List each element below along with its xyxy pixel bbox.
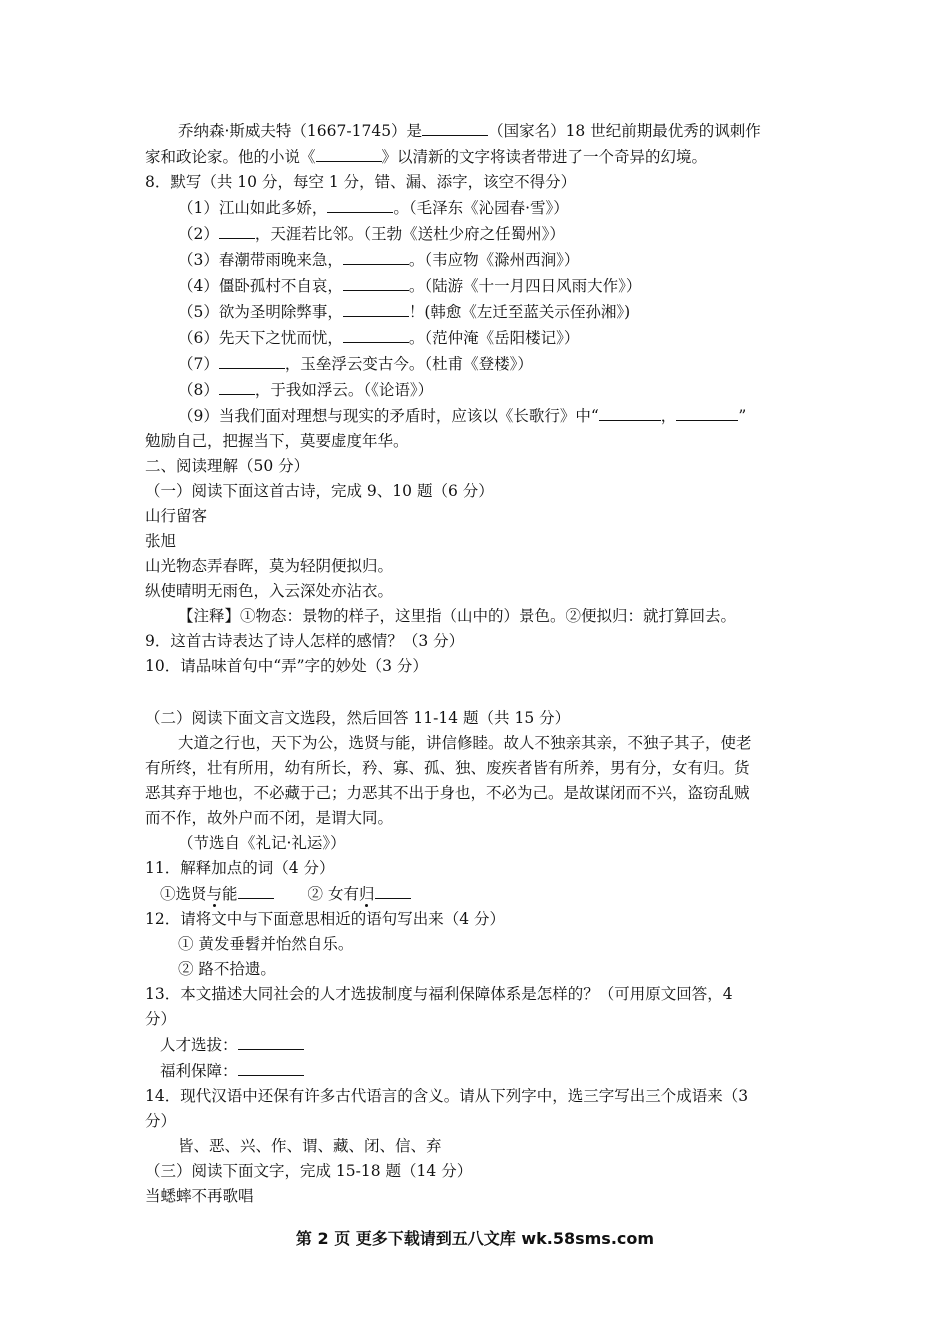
- passage-line: 有所终，壮有所用，幼有所长，矜、寡、孤、独、废疾者皆有所养，男有分，女有归。货: [145, 759, 750, 777]
- question-12-item: ① 黄发垂髫并怡然自乐。: [178, 935, 354, 953]
- text: 福利保障：: [160, 1062, 238, 1080]
- q8-item-9: [145, 403, 805, 429]
- q8-item-5: [145, 299, 805, 325]
- answer-blank: [375, 881, 411, 899]
- q8-heading: 8．默写（共 10 分，每空 1 分，错、漏、添字，该空不得分）: [145, 173, 577, 191]
- q8-item-9-cont: 勉励自己，把握当下，莫要虚度年华。: [145, 432, 409, 450]
- answer-blank: [422, 118, 488, 136]
- answer-blank: [219, 377, 255, 395]
- poem-line: 纵使晴明无雨色，入云深处亦沾衣。: [145, 582, 394, 600]
- text: ，: [660, 407, 677, 425]
- question-13-cont: 分）: [145, 1010, 177, 1028]
- answer-blank: [219, 351, 285, 369]
- section-heading: 二、阅读理解（50 分）: [145, 457, 310, 475]
- text: （9）当我们面对理想与现实的矛盾时，应该以《长歌行》中“: [178, 407, 599, 425]
- text: ”: [738, 407, 747, 425]
- text: （8）: [178, 381, 219, 399]
- question-14: 14．现代汉语中还保有许多古代语言的含义。请从下列字中，选三字写出三个成语来（3: [145, 1087, 749, 1105]
- passage-line: 大道之行也，天下为公，选贤与能，讲信修睦。故人不独亲其亲，不独子其子，使老: [178, 734, 752, 752]
- answer-blank: [343, 247, 409, 265]
- question-11: 11．解释加点的词（4 分）: [145, 859, 335, 877]
- answer-blank: [599, 403, 661, 421]
- poem-note: 【注释】①物态：景物的样子，这里指（山中的）景色。②便拟归：就打算回去。: [178, 607, 737, 625]
- passage-line: 而不作，故外户而不闭，是谓大同。: [145, 809, 394, 827]
- question-14-cont: 分）: [145, 1112, 177, 1130]
- answer-blank: [343, 273, 409, 291]
- q8-item-4: [145, 273, 805, 299]
- poem-title: 山行留客: [145, 507, 208, 525]
- q8-item-7: [145, 351, 805, 377]
- question-13: 13．本文描述大同社会的人才选拔制度与福利保障体系是怎样的？（可用原文回答，4: [145, 985, 733, 1003]
- page-content: [145, 118, 805, 1209]
- text: 家和政论家。他的小说《: [145, 148, 316, 166]
- question-9: 9．这首古诗表达了诗人怎样的感情？（3 分）: [145, 632, 465, 650]
- dotted-word: 归: [358, 885, 375, 903]
- text: （1）江山如此多娇，: [178, 199, 328, 217]
- poem-author: 张旭: [145, 532, 177, 550]
- answer-blank: [219, 221, 255, 239]
- question-13-answer: [145, 1032, 805, 1058]
- text: ，天涯若比邻。（王勃《送杜少府之任蜀州》）: [254, 225, 565, 243]
- answer-blank: [238, 1032, 304, 1050]
- intro-line-1: [145, 118, 805, 144]
- spacer: [145, 679, 805, 706]
- q8-item-3: [145, 247, 805, 273]
- text: ，玉垒浮云变古今。（杜甫《登楼》）: [284, 355, 533, 373]
- page-footer: 第 2 页 更多下载请到五八文库 wk.58sms.com: [295, 1229, 655, 1248]
- question-12: 12．请将文中与下面意思相近的语句写出来（4 分）: [145, 910, 506, 928]
- text: （7）: [178, 355, 219, 373]
- passage-source: （节选自《礼记·礼运》）: [178, 834, 346, 852]
- q8-item-1: [145, 195, 805, 221]
- text: （6）先天下之忧而忧，: [178, 329, 343, 347]
- text: 。（韦应物《滁州西涧》）: [408, 251, 580, 269]
- text: 能: [222, 885, 238, 903]
- text: 乔纳森·斯威夫特（1667-1745）是: [178, 122, 423, 140]
- part1-heading: （一）阅读下面这首古诗，完成 9、10 题（6 分）: [145, 482, 494, 500]
- text: （2）: [178, 225, 219, 243]
- answer-blank: [676, 403, 738, 421]
- answer-blank: [316, 144, 382, 162]
- answer-blank: [343, 299, 409, 317]
- text: 。（毛泽东《沁园春·雪》）: [393, 199, 569, 217]
- text: 》以清新的文字将读者带进了一个奇异的幻境。: [381, 148, 708, 166]
- question-10: 10．请品味首句中“弄”字的妙处（3 分）: [145, 657, 428, 675]
- intro-line-2: [145, 144, 805, 170]
- text: 。（范仲淹《岳阳楼记》）: [408, 329, 580, 347]
- text: ①选贤: [160, 885, 207, 903]
- question-11-items: [145, 881, 805, 907]
- part3-title: 当蟋蟀不再歌唱: [145, 1187, 254, 1205]
- answer-blank: [238, 881, 274, 899]
- answer-blank: [343, 325, 409, 343]
- question-14-chars: 皆、恶、兴、作、谓、藏、闭、信、弃: [178, 1137, 442, 1155]
- answer-blank: [238, 1058, 304, 1076]
- question-13-answer: [145, 1058, 805, 1084]
- text: 人才选拔：: [160, 1036, 238, 1054]
- question-12-item: ② 路不拾遗。: [178, 960, 276, 978]
- q8-item-8: [145, 377, 805, 403]
- q8-item-6: [145, 325, 805, 351]
- poem-line: 山光物态弄春晖，莫为轻阴便拟归。: [145, 557, 394, 575]
- answer-blank: [327, 195, 393, 213]
- text: （3）春潮带雨晚来急，: [178, 251, 343, 269]
- text: ！(韩愈《左迁至蓝关示侄孙湘》): [408, 303, 631, 321]
- passage-line: 恶其弃于地也，不必藏于己；力恶其不出于身也，不必为己。是故谋闭而不兴，盗窃乱贼: [145, 784, 750, 802]
- text: （5）欲为圣明除弊事，: [178, 303, 343, 321]
- text: （国家名）18 世纪前期最优秀的讽刺作: [488, 122, 761, 140]
- text: ，于我如浮云。（《论语》）: [254, 381, 434, 399]
- dotted-word: 与: [206, 885, 223, 903]
- q8-item-2: [145, 221, 805, 247]
- part2-heading: （二）阅读下面文言文选段，然后回答 11-14 题（共 15 分）: [145, 709, 571, 727]
- text: （4）僵卧孤村不自哀，: [178, 277, 343, 295]
- text: 。（陆游《十一月四日风雨大作》）: [408, 277, 642, 295]
- text: ② 女有: [307, 885, 359, 903]
- part3-heading: （三）阅读下面文字，完成 15-18 题（14 分）: [145, 1162, 473, 1180]
